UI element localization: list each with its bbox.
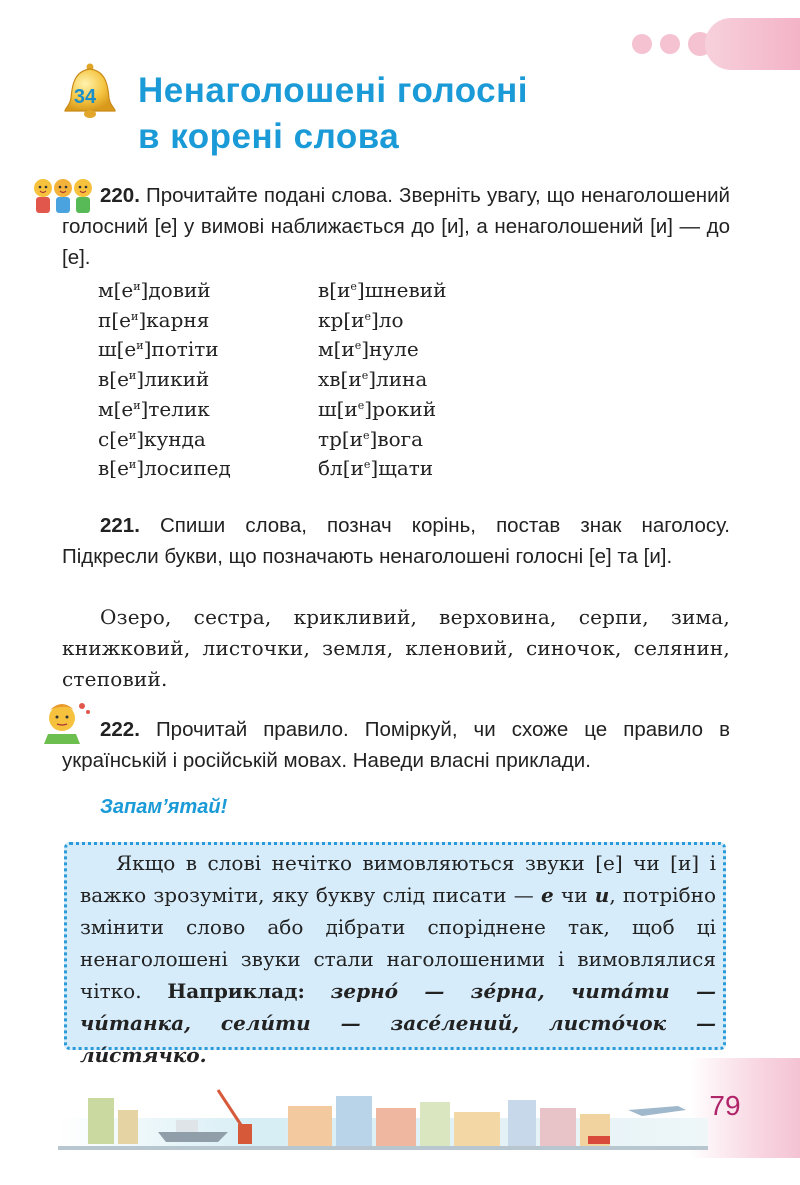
task-220-instruction <box>62 180 730 273</box>
decor-dot <box>660 34 680 54</box>
task-text: Спиши слова, познач корінь, постав знак наголосу. Підкресли букви, що позначають ненаголошені голосні [е] та [и]. <box>62 514 730 568</box>
word-item: $в[и^е]шневий$ <box>318 278 447 302</box>
rule-example-label: Наприклад: <box>167 979 305 1003</box>
rule-letter: и <box>594 883 610 907</box>
rule-text <box>80 847 716 1071</box>
title-line: Ненаголошені голосні <box>138 71 528 110</box>
rule-text-part: Якщо в слові нечітко вимовляються звуки [е] чи [и] і важко зрозуміти, яку букву слід писати — <box>80 851 716 907</box>
decor-dot <box>632 34 652 54</box>
task-text: Прочитай правило. Поміркуй, чи схоже це правило в українській і російській мовах. Наведи власні приклади. <box>62 718 730 772</box>
word-item: $м[и^е]нуле$ <box>318 337 419 362</box>
rule-letter: е <box>541 883 554 907</box>
task-221-instruction <box>62 510 730 572</box>
page-title <box>138 68 528 160</box>
word-item: $м[е^и]довий$ <box>98 278 211 302</box>
word-item: $бл[и^е]щати$ <box>318 456 434 481</box>
word-item: $в[е^и]ликий$ <box>98 367 210 392</box>
word-column-e <box>98 276 231 484</box>
title-line: в корені слова <box>138 117 400 156</box>
word-item: $с[е^и]кунда$ <box>98 426 206 451</box>
rule-examples: зерно́ — зе́рна, чита́ти — чи́танка, сели́ти — засе́лений, листо́чок — ли́стячко. <box>80 979 717 1067</box>
word-item: $хв[и^е]лина$ <box>318 367 428 392</box>
task-number: 220. <box>100 184 140 207</box>
rule-text-part: чи <box>553 883 595 907</box>
task-text: Прочитайте подані слова. Зверніть увагу, що ненаголошений голосний [е] у вимові наближається до [и], а ненаголошений [и] — до [е]. <box>62 184 730 269</box>
task-number: 221. <box>100 514 140 537</box>
word-item: $м[е^и]телик$ <box>98 396 210 421</box>
lesson-number: 34 <box>73 86 97 108</box>
remember-heading: Запам’ятай! <box>100 796 228 818</box>
word-item: $ш[и^е]рокий$ <box>318 396 437 421</box>
word-item: $тр[и^е]вога$ <box>318 426 424 451</box>
task-222-instruction <box>62 714 730 776</box>
task-number: 222. <box>100 718 140 741</box>
page-number: 79 <box>709 1090 741 1121</box>
rule-text-part: , потрібно змінити слово або дібрати споріднене так, щоб ці ненаголошені звуки стали наголошеними і вимовлялися чітко. <box>80 883 716 1003</box>
decor-corner-band <box>705 18 800 70</box>
word-list: Озеро, сестра, крикливий, верховина, серпи, зима, книжковий, листочки, земля, кленовий, синочок, селянин, степовий. <box>62 605 730 691</box>
task-221-words <box>62 602 730 695</box>
word-item: $кр[и^е]ло$ <box>318 307 404 332</box>
word-column-y <box>318 276 446 484</box>
word-item: $ш[е^и]потіти$ <box>98 337 219 362</box>
word-item: $в[е^и]лосипед$ <box>98 456 231 481</box>
city-illustration-icon <box>58 1088 708 1150</box>
word-item: $п[е^и]карня$ <box>98 307 210 332</box>
